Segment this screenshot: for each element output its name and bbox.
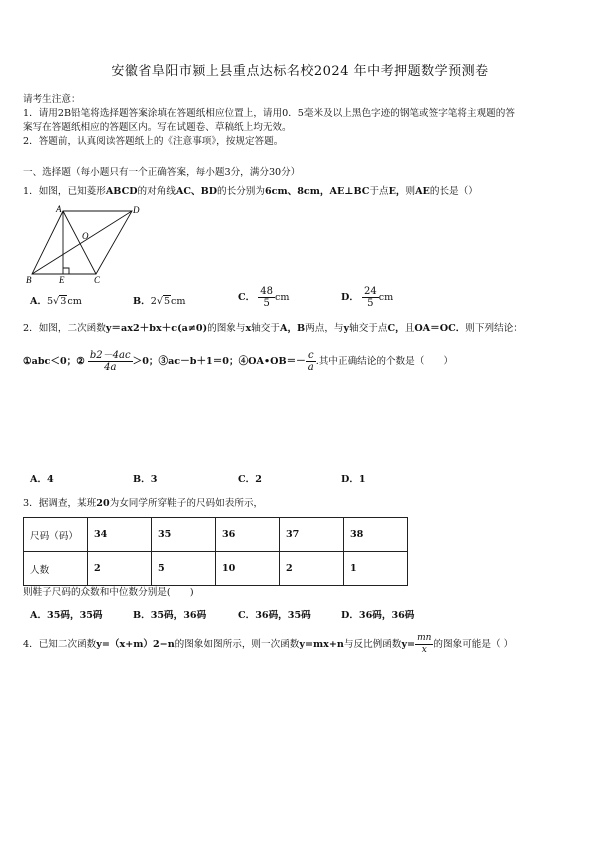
page-title: 安徽省阜阳市颍上县重点达标名校2024 年中考押题数学预测卷 xyxy=(111,64,489,79)
q2-option-c[interactable]: C．2 xyxy=(238,474,262,485)
q1-option-d-unit: cm xyxy=(378,292,394,303)
label-C: C xyxy=(94,275,101,285)
question-4-stem xyxy=(23,633,513,656)
q1-mid4: 则 xyxy=(405,186,416,197)
q1-option-c-label: C． xyxy=(238,292,256,303)
q1-mid2: 的长分别为 xyxy=(217,186,265,197)
label-E: E xyxy=(59,275,65,285)
table-cell: 人数 xyxy=(24,552,88,586)
q2-conclusion-4-pre: OA•OB＝－ xyxy=(248,356,306,367)
q2-conclusion-2-num: b2－4ac xyxy=(89,350,131,361)
q1-e: E， xyxy=(388,186,406,197)
table-cell: 5 xyxy=(152,552,216,586)
q1-option-d-den: 5 xyxy=(367,298,374,309)
q4-pre: 4．已知二次函数 xyxy=(23,639,97,650)
q1-option-d-num: 24 xyxy=(363,286,377,297)
q3-option-a[interactable]: A．35码，35码 xyxy=(30,610,103,621)
q2-conclusion-2-den: 4a xyxy=(104,362,117,373)
q3-num: 20 xyxy=(96,498,110,509)
q2-mid5: 且 xyxy=(404,323,415,334)
q3-option-b[interactable]: B．35码，36码 xyxy=(133,610,207,621)
q4-mid: 的图象如图所示，则一次函数 xyxy=(174,639,300,650)
question-3-stem xyxy=(23,497,263,511)
q2-conclusion-4-num: c xyxy=(306,350,316,362)
table-cell: 2 xyxy=(88,552,152,586)
table-row-size xyxy=(24,518,408,552)
q1-option-b-unit: cm xyxy=(171,296,186,307)
q2-conclusion-4-den: a xyxy=(307,362,314,373)
notice-line-1a: 1．请用2B铅笔将选择题答案涂填在答题纸相应位置上，请用0．5毫米及以上黑色字迹的钢笔或签字笔将主观题的答 xyxy=(23,108,515,119)
q3-pre: 3．据调查，某班 xyxy=(23,498,97,509)
q2-conclusion-2-rest: ＞0；③ xyxy=(132,356,169,367)
rhombus-figure xyxy=(24,203,149,285)
q1-end: 的长是（） xyxy=(429,186,478,197)
q2-end: 则下列结论： xyxy=(465,323,523,334)
label-O: O xyxy=(82,231,89,241)
q3-question: 则鞋子尺码的众数和中位数分别是( ) xyxy=(23,587,194,598)
q2-option-a[interactable]: A．4 xyxy=(30,474,54,485)
table-cell: 尺码（码） xyxy=(24,518,88,552)
label-D: D xyxy=(133,205,140,215)
q1-option-a-rad: 3 xyxy=(60,296,67,307)
q1-mid1: 的对角线 xyxy=(137,186,176,197)
table-cell: 2 xyxy=(280,552,344,586)
q1-option-a-label: A． xyxy=(30,296,48,307)
q1-option-c-den: 5 xyxy=(263,298,270,309)
q2-option-d[interactable]: D．1 xyxy=(341,474,366,485)
q1-acbd: AC、BD xyxy=(175,186,218,197)
q2-mid2: 轴交于 xyxy=(251,323,280,334)
q2-conclusion-1: ①abc＜0；② xyxy=(23,356,85,367)
q1-option-b-label: B． xyxy=(133,296,151,307)
q2-ab: A，B xyxy=(280,323,306,334)
q1-option-b[interactable]: B．2√5cm xyxy=(133,296,186,307)
question-2-stem xyxy=(23,322,523,336)
table-row-count xyxy=(24,552,408,586)
q1-option-c-unit: cm xyxy=(275,292,290,303)
q2-conclusion-4-end: .其中正确结论的个数是（ ） xyxy=(315,356,454,367)
q2-pre: 2．如图，二次函数 xyxy=(23,323,106,334)
q1-option-c-num: 48 xyxy=(260,286,274,297)
q2-x: x xyxy=(245,323,252,334)
q1-option-b-coef: 2 xyxy=(150,296,157,307)
notice-line-2: 2．答题前，认真阅读答题纸上的《注意事项》，按规定答题。 xyxy=(23,136,284,147)
table-cell: 1 xyxy=(344,552,408,586)
right-angle-mark xyxy=(63,268,69,274)
q1-pre: 1．如图，已知菱形 xyxy=(23,186,106,197)
q2-option-b[interactable]: B．3 xyxy=(133,474,158,485)
table-cell: 36 xyxy=(216,518,280,552)
notice-line-1b: 案写在答题纸相应的答题区内。写在试题卷、草稿纸上均无效。 xyxy=(23,122,292,133)
q1-ae: AE xyxy=(415,186,430,197)
q2-func: y＝ax2＋bx＋c(a≠0) xyxy=(105,323,208,334)
q1-option-d-label: D． xyxy=(341,292,359,303)
q1-abcd: ABCD xyxy=(105,186,138,197)
q2-y: y xyxy=(343,323,350,334)
q4-end: 的图象可能是（ ） xyxy=(433,639,514,650)
q1-option-d[interactable] xyxy=(341,286,393,309)
table-cell: 34 xyxy=(88,518,152,552)
section-heading: 一、选择题（每小题只有一个正确答案，每小题3分，满分30分） xyxy=(23,167,301,178)
q3-option-c[interactable]: C．36码，35码 xyxy=(238,610,311,621)
question-2-conclusions xyxy=(23,350,453,373)
shoe-size-table xyxy=(23,517,408,586)
table-cell: 10 xyxy=(216,552,280,586)
q4-mid2: 与反比例函数 xyxy=(343,639,402,650)
label-A: A xyxy=(56,204,62,214)
q2-conclusion-3: ac－b＋1＝0；④ xyxy=(168,356,249,367)
question-1-stem xyxy=(23,185,478,199)
notice-heading: 请考生注意： xyxy=(23,94,81,105)
q2-c: C， xyxy=(387,323,405,334)
q3-end: 为女同学所穿鞋子的尺码如表所示， xyxy=(109,498,264,509)
q3-option-d[interactable]: D．36码，36码 xyxy=(341,610,415,621)
q1-option-a-unit: cm xyxy=(67,296,82,307)
q1-option-a-coef: 5 xyxy=(47,296,54,307)
q1-mid3: 于点 xyxy=(369,186,389,197)
q1-len: 6cm、8cm，AE⊥BC xyxy=(265,186,370,197)
q4-func: y=（x+m）2−n xyxy=(96,639,175,650)
table-cell: 37 xyxy=(280,518,344,552)
diagonal-ac xyxy=(63,211,96,274)
q2-mid1: 的图象与 xyxy=(207,323,246,334)
label-B: B xyxy=(26,275,32,285)
q1-option-a[interactable]: A．5√3cm xyxy=(30,296,82,307)
q2-oaoc: OA＝OC． xyxy=(414,323,466,334)
q2-mid4: 轴交于点 xyxy=(349,323,388,334)
q4-frac-num: mn xyxy=(417,633,432,643)
q4-y: y= xyxy=(401,639,416,650)
q4-linear: y=mx+n xyxy=(299,639,344,650)
q2-mid3: 两点，与 xyxy=(305,323,344,334)
q1-option-b-rad: 5 xyxy=(163,296,171,307)
table-cell: 38 xyxy=(344,518,408,552)
q1-option-c[interactable] xyxy=(238,286,290,309)
table-cell: 35 xyxy=(152,518,216,552)
q4-frac-den: x xyxy=(421,645,427,655)
